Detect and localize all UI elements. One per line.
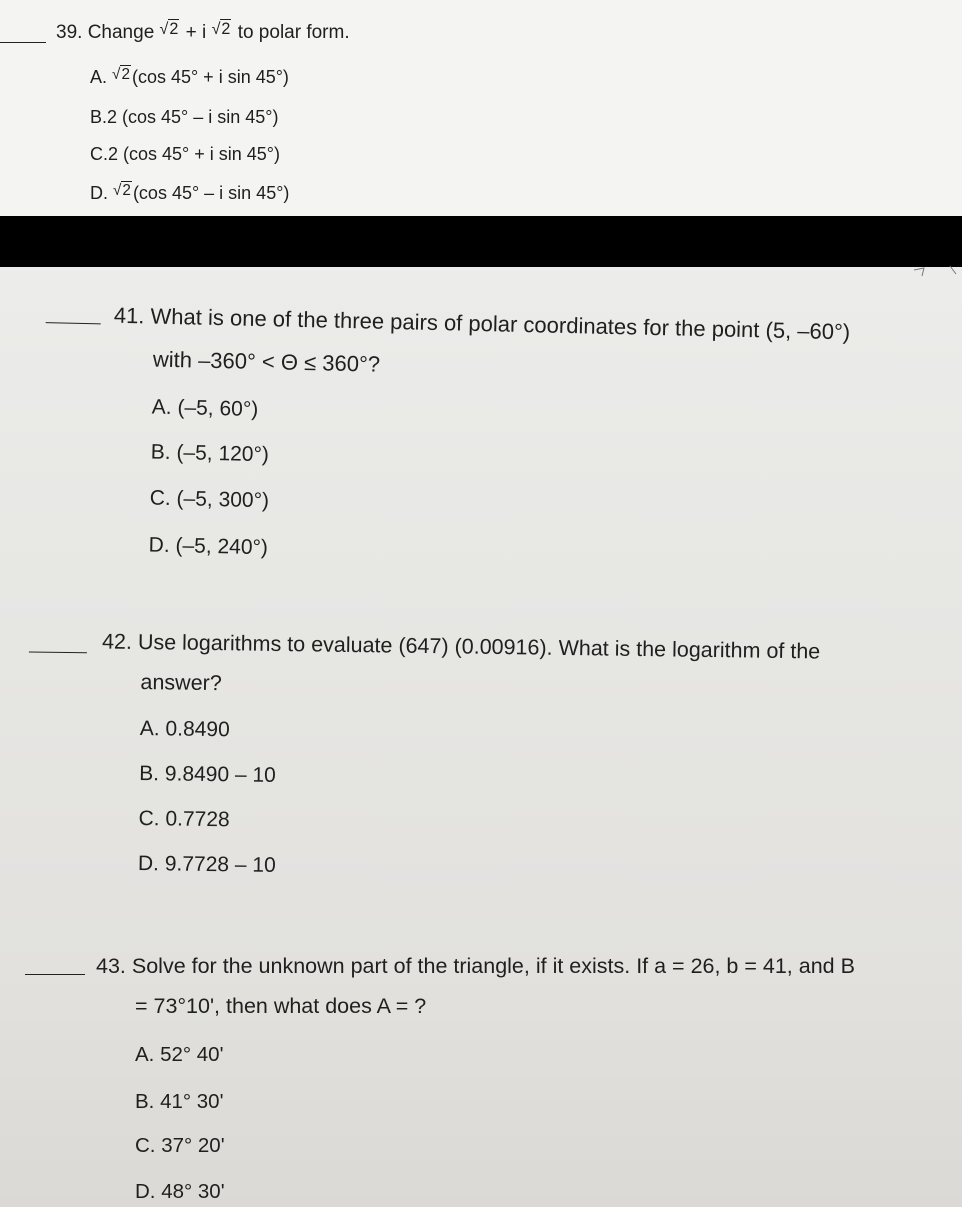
question-text-line2: with –360° < Θ ≤ 360°? (152, 346, 381, 377)
prompt-text: Change (87, 22, 155, 44)
option-letter: B. (90, 107, 108, 127)
square-root-icon: √2 (211, 20, 231, 38)
option-b[interactable] (135, 1090, 224, 1114)
question-number: 42. (101, 629, 133, 654)
question-text-line2: answer? (140, 670, 222, 696)
option-a[interactable] (135, 1043, 224, 1067)
option-letter: C. (90, 144, 108, 164)
option-letter: D. (148, 533, 170, 557)
option-letter: D. (137, 852, 160, 876)
option-text: 0.8490 (165, 717, 230, 742)
option-text: (cos 45° + i sin 45°) (131, 66, 289, 87)
option-letter: C. (135, 1134, 156, 1157)
prompt-text: + i (185, 22, 207, 44)
option-text: 37° 20' (161, 1134, 225, 1157)
option-text: 2 (cos 45° + i sin 45°) (108, 144, 280, 164)
option-letter: A. (139, 717, 160, 741)
option-text: 9.7728 – 10 (164, 852, 276, 877)
answer-blank[interactable] (25, 974, 85, 975)
option-text: 52° 40' (160, 1043, 224, 1066)
prompt-text: to polar form. (237, 22, 350, 44)
option-letter: A. (135, 1043, 155, 1066)
option-text: 48° 30' (161, 1180, 225, 1203)
option-letter: C. (138, 807, 160, 831)
square-root-icon: √2 (113, 182, 131, 199)
question-text-line1 (96, 954, 855, 979)
prompt-text: Solve for the unknown part of the triangle, if it exists. If a = 26, b = 41, and B (131, 954, 855, 978)
option-text: (–5, 300°) (176, 487, 270, 513)
option-text: 41° 30' (160, 1090, 224, 1113)
question-number: 39. (56, 22, 83, 44)
option-text: 2 (cos 45° – i sin 45°) (107, 107, 279, 127)
option-letter: D. (90, 182, 108, 203)
option-letter: C. (149, 486, 171, 510)
option-text: (cos 45° – i sin 45°) (132, 182, 290, 203)
question-text-line2: = 73°10', then what does A = ? (135, 994, 427, 1018)
option-d[interactable] (135, 1180, 225, 1204)
prompt-text: Use logarithms to evaluate (647) (0.00916). What is the logarithm of the (137, 629, 821, 664)
question-number: 43. (96, 954, 126, 978)
prompt-text: What is one of the three pairs of polar coordinates for the point (5, –60°) (150, 303, 851, 345)
option-text: 9.8490 – 10 (164, 762, 276, 787)
option-text: (–5, 120°) (176, 441, 270, 467)
option-letter: D. (135, 1180, 156, 1203)
question-number: 41. (113, 302, 145, 329)
option-text: 0.7728 (165, 807, 230, 832)
option-letter: B. (139, 762, 160, 786)
option-text: (–5, 240°) (175, 534, 269, 560)
option-letter: A. (151, 395, 172, 419)
option-letter: B. (135, 1090, 155, 1113)
option-text: (–5, 60°) (177, 396, 259, 421)
option-c[interactable] (135, 1134, 225, 1158)
option-letter: A. (90, 66, 108, 87)
option-letter: B. (150, 440, 171, 464)
square-root-icon: √2 (112, 66, 130, 83)
square-root-icon: √2 (159, 20, 179, 38)
